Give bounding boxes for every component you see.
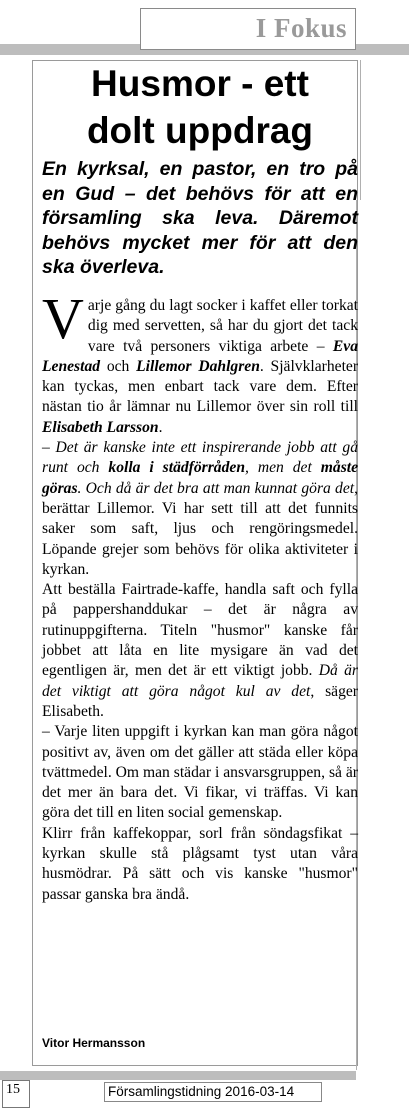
paragraph-5: Klirr från kaffekoppar, sorl från söndagsfikat – kyrkan skulle stå plågsamt tyst utan våra husmödrar. På sätt och vis kanske "husmor" passar ganska bra ändå. (42, 824, 358, 903)
quote-text: Då är det viktigt att göra något kul av det (42, 662, 358, 700)
quote-text: , men det (245, 459, 321, 477)
p1-text-b: och (100, 357, 137, 375)
headline-line-1: Husmor - ett (91, 63, 309, 104)
publication-footer: Församlingstidning 2016-03-14 (104, 1082, 322, 1102)
paragraph-3 (42, 580, 358, 722)
p3-text-a: Att beställa Fairtrade-kaffe, handla saft och fylla på pappershanddukar – det är några av rutinuppgifterna. Titeln "husmor" kanske får jobbet att låta en lite mysigare än vad det egentligen är, men det är ett viktigt jobb. (42, 581, 358, 680)
person-name: Eva Lenestad (42, 337, 358, 375)
p1-text-d: . (158, 418, 163, 436)
article-ingress: En kyrksal, en pastor, en tro på en Gud – det behövs för att en församling ska leva. Däremot behövs mycket mer för att den ska överleva. (42, 158, 358, 278)
frame-rule (360, 60, 361, 200)
paragraph-4: – Varje liten uppgift i kyrkan kan man göra något positivt av, även om det gäller att städa eller köpa tvättmedel. Om man städar i ansvarsgruppen, så är det mer än bara det. Vi fikar, vi träffas. Vi kan göra det till en liten social gemenskap. (42, 723, 358, 822)
paragraph-1 (42, 286, 359, 438)
headline-line-2: dolt uppdrag (86, 110, 314, 151)
quote-emphasis: måste göras (42, 459, 359, 497)
p1-text-c: . Självklarheter kan tyckas, men enbart tack vare dem. Efter nästan tio år lämnar nu Lillemor över sin roll till (42, 357, 359, 416)
article-headline (42, 60, 358, 154)
p3-text-c: , säger Elisabeth. (42, 682, 358, 720)
byline: Vitor Hermansson (42, 1036, 146, 1050)
p2-text: , berättar Lillemor. Vi har sett till att det funnits saker som saft, ljus och rengöringsmedel. Löpande grejer som behövs för olika aktiviteter i kyrkan. (42, 479, 358, 578)
paragraph-2 (42, 438, 358, 580)
p1-text-a: arje gång du lagt socker i kaffet eller torkat dig med servetten, så har du gjort det tack vare två personers viktiga arbete – (87, 297, 358, 355)
quote-text: . Och då är det bra att man kunnat göra det (77, 479, 355, 497)
person-name: Lillemor Dahlgren (136, 357, 260, 375)
section-label: I Fokus (255, 13, 347, 43)
article-body (42, 286, 359, 905)
dropcap: V (42, 286, 84, 351)
section-header-box (140, 8, 356, 50)
quote-text: – Det är kanske inte ett inspirerande jobb att gå runt och (42, 439, 358, 477)
person-name: Elisabeth Larsson (42, 418, 159, 436)
page-number: 15 (2, 1080, 30, 1108)
bottom-grey-band (0, 1071, 356, 1080)
quote-emphasis: kolla i städförråden (108, 459, 245, 477)
